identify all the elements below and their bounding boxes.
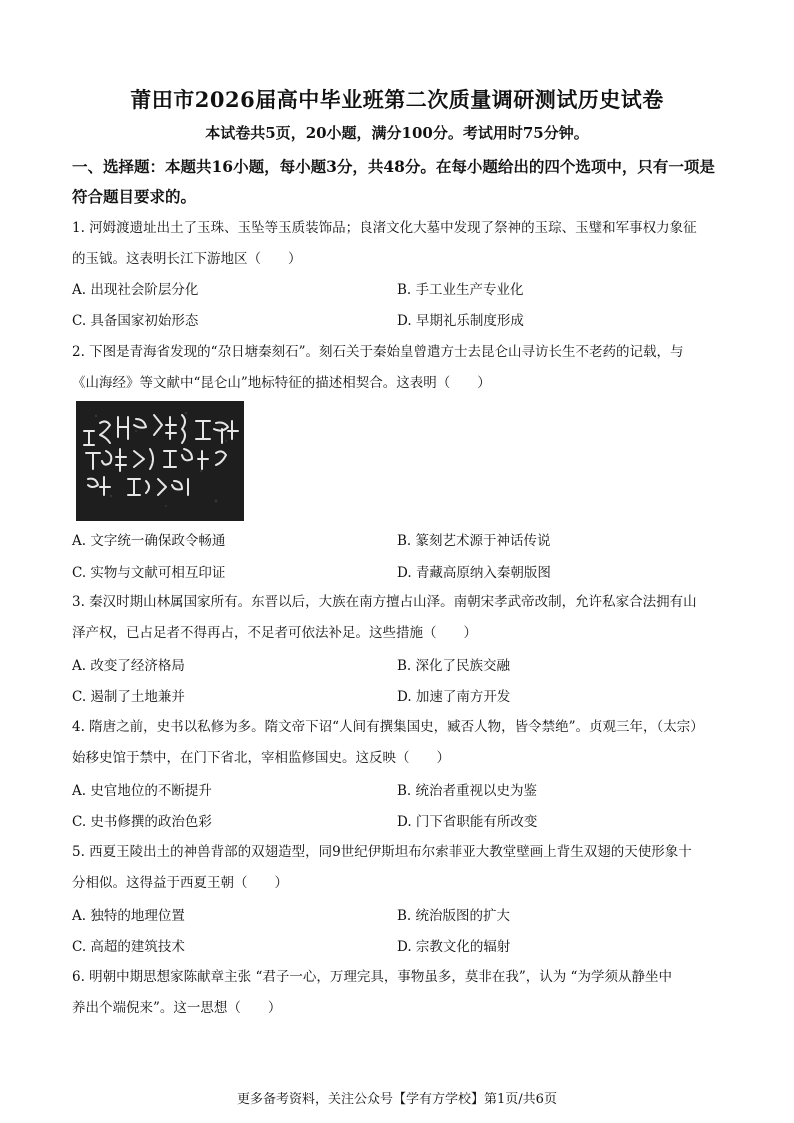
question-2-stem [72,337,728,399]
option-c[interactable]: C. 高超的建筑技术 [72,939,185,955]
option-b[interactable]: B. 统治版图的扩大 [397,908,511,924]
question-line: 分相似。这得益于西夏王朝（ ） [72,875,288,891]
question-line: 的玉钺。这表明长江下游地区（ ） [72,251,302,267]
question-2-options-row [72,529,728,553]
option-d[interactable]: D. 门下省职能有所改变 [397,814,538,830]
option-a[interactable]: A. 出现社会阶层分化 [72,282,199,298]
exam-title: 莆田市2026届高中毕业班第二次质量调研测试历史试卷 [130,87,664,112]
question-3-stem [72,587,728,649]
question-5-options-row [72,935,728,959]
question-line: 泽产权，已占足者不得再占，不足者可依法补足。这些措施（ ） [72,625,477,641]
option-d[interactable]: D. 早期礼乐制度形成 [397,313,524,329]
question-line: 4. 隋唐之前，史书以私修为多。隋文帝下诏“人间有撰集国史，臧否人物，皆令禁绝”。贞观三年，（太宗） [72,719,704,735]
question-line: 2. 下图是青海省发现的“尕日塘秦刻石”。刻石关于秦始皇曾遣方士去昆仑山寻访长生不老药的记载，与 [72,344,684,360]
option-a[interactable]: A. 改变了经济格局 [72,658,185,674]
option-a[interactable]: A. 独特的地理位置 [72,908,185,924]
question-line: 3. 秦汉时期山林属国家所有。东晋以后，大族在南方擅占山泽。南朝宋孝武帝改制，允许私家合法拥有山 [72,594,697,610]
question-line: 5. 西夏王陵出土的神兽背部的双翅造型，同9世纪伊斯坦布尔索菲亚大教堂壁画上背生双翅的天使形象十 [72,844,692,860]
question-2-options-row [72,561,728,585]
section-title: 一、选择题：本题共16小题，每小题3分，共48分。在每小题给出的四个选项中，只有一项是符合题目要求的。 [72,157,715,206]
question-4-options-row [72,810,728,834]
question-1-options-row [72,278,728,302]
question-3-options-row [72,654,728,678]
question-1-stem [72,213,728,275]
stone-inscription-image [76,401,244,521]
option-c[interactable]: C. 史书修撰的政治色彩 [72,814,212,830]
question-line: 养出个端倪来”。这一思想（ ） [72,1000,282,1016]
option-b[interactable]: B. 深化了民族交融 [397,658,511,674]
stone-inscription-graphic [76,401,244,521]
question-line: 始移史馆于禁中，在门下省北，宰相监修国史。这反映（ ） [72,750,450,766]
page-footer: 更多备考资料，关注公众号【学有方学校】第1页/共6页 [237,1092,557,1107]
question-5-stem [72,837,728,899]
question-1-options-row [72,309,728,333]
option-b[interactable]: B. 手工业生产专业化 [397,282,524,298]
option-b[interactable]: B. 篆刻艺术源于神话传说 [397,533,551,549]
question-3-options-row [72,685,728,709]
question-line: 1. 河姆渡遗址出土了玉珠、玉坠等玉质装饰品；良渚文化大墓中发现了祭神的玉琮、玉璧和军事权力象征 [72,220,697,236]
question-4-stem [72,712,728,774]
option-d[interactable]: D. 加速了南方开发 [397,689,511,705]
option-a[interactable]: A. 文字统一确保政令畅通 [72,533,226,549]
question-4-options-row [72,779,728,803]
option-d[interactable]: D. 宗教文化的辐射 [397,939,511,955]
option-a[interactable]: A. 史官地位的不断提升 [72,783,212,799]
option-c[interactable]: C. 具备国家初始形态 [72,313,199,329]
option-c[interactable]: C. 遏制了土地兼并 [72,689,185,705]
option-c[interactable]: C. 实物与文献可相互印证 [72,565,226,581]
question-6-stem [72,962,728,1024]
option-b[interactable]: B. 统治者重视以史为鉴 [397,783,538,799]
option-d[interactable]: D. 青藏高原纳入秦朝版图 [397,565,551,581]
exam-subtitle: 本试卷共5页，20小题，满分100分。考试用时75分钟。 [205,124,589,142]
question-5-options-row [72,904,728,928]
question-line: 6. 明朝中期思想家陈献章主张 “君子一心，万理完具，事物虽多，莫非在我”，认为 “为学须从静坐中 [72,969,672,985]
question-line: 《山海经》等文献中“昆仑山”地标特征的描述相契合。这表明（ ） [72,375,491,391]
